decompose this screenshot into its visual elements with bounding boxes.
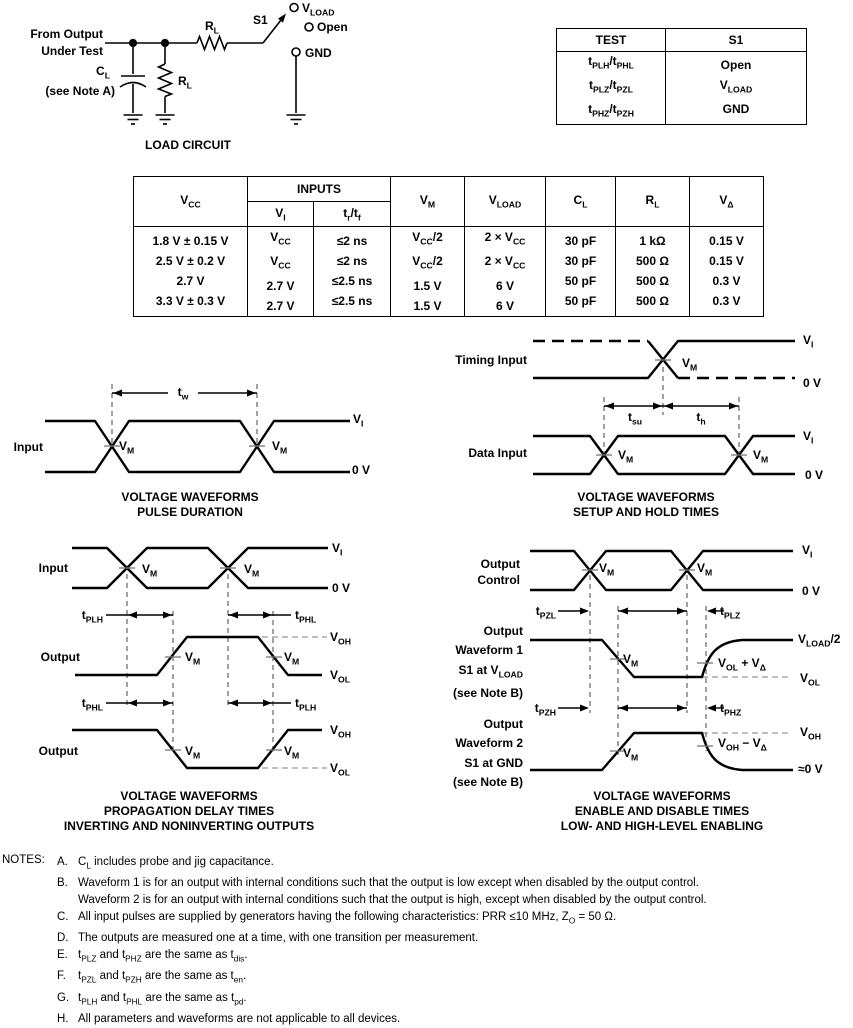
vm-label: $V_M$ <box>185 744 201 761</box>
approx-zero-label: ≈0 V <box>798 762 823 776</box>
table-cell: 30 pF <box>564 254 597 269</box>
table-cell: 500 Ω <box>636 254 669 269</box>
waveform2-label: Output Waveform 2 S1 at GND (see Note B) <box>452 717 523 789</box>
input-waveform <box>72 548 328 588</box>
vdelta-column <box>690 227 764 317</box>
table-cell: ≤2.5 ns <box>331 294 373 309</box>
tpzh-label: $t_{PZH}$ <box>534 701 556 718</box>
vm-label: $V_M$ <box>697 561 713 578</box>
table-cell: GND <box>722 101 750 116</box>
table-cell: 500 Ω <box>636 294 669 309</box>
note-letter: E. <box>57 949 68 962</box>
col-header-trtf: $t_r/t_f$ <box>314 202 391 227</box>
junction-dot <box>130 40 137 47</box>
figure-caption: VOLTAGE WAVEFORMS <box>577 490 715 504</box>
rl-shunt-label: $R_L$ <box>178 74 192 91</box>
vload-terminal-label: $V_{LOAD}$ <box>302 1 335 18</box>
table-cell: 0.15 V <box>709 254 744 269</box>
table-cell: $V_{CC}$ <box>270 254 291 271</box>
input-label: Input <box>13 440 43 454</box>
parameter-table <box>133 176 764 317</box>
arrowhead <box>128 700 137 707</box>
col-header-cl: $C_L$ <box>546 177 616 227</box>
figure-caption: PROPAGATION DELAY TIMES <box>103 804 275 818</box>
arrowhead <box>263 700 272 707</box>
vol-level-label: $V_{OL}$ <box>330 668 350 685</box>
vi-column <box>248 227 314 317</box>
note-text: $C_L$ includes probe and jig capacitance. <box>78 856 274 871</box>
ground-symbol <box>287 115 306 124</box>
col-header-vm: $V_M$ <box>391 177 465 227</box>
table-cell: ≤2 ns <box>336 234 368 249</box>
figure-caption: SETUP AND HOLD TIMES <box>572 505 720 519</box>
vm-label: $V_M$ <box>142 562 158 579</box>
table-cell: $t_{PLZ}/t_{PZL}$ <box>589 77 633 95</box>
notes-title: NOTES: <box>2 854 45 866</box>
s1-label: S1 <box>253 13 268 27</box>
figure-caption: PULSE DURATION <box>137 505 243 519</box>
table-cell: 50 pF <box>564 294 597 309</box>
vi-level-label: $V_I$ <box>803 429 814 446</box>
tplh-label: $t_{PLH}$ <box>295 696 317 713</box>
source-label: From Output Under Test <box>30 27 103 58</box>
output-control-waveform <box>530 551 793 590</box>
table-cell: $V_{CC}/2$ <box>412 254 443 271</box>
shunt-resistor-symbol <box>159 64 172 97</box>
output-control-waveform <box>530 551 793 590</box>
vi-level-label: $V_I$ <box>803 333 814 350</box>
voh-minus-vdelta-label: $V_{OH} - V_\Delta$ <box>718 736 767 753</box>
table-cell: 6 V <box>495 298 514 313</box>
s1-table <box>556 28 807 125</box>
output-control-label: Output Control <box>477 557 520 587</box>
zero-level-label: 0 V <box>352 463 371 477</box>
gnd-terminal-label: GND <box>305 46 332 60</box>
input-waveform <box>45 421 350 472</box>
zero-level-label: 0 V <box>803 376 822 390</box>
table-cell: 30 pF <box>564 234 597 249</box>
table-cell: ≤2.5 ns <box>331 274 373 289</box>
col-header-vload: $V_{LOAD}$ <box>465 177 546 227</box>
arrowhead <box>113 390 122 397</box>
input-waveform <box>72 548 328 588</box>
input-label: Input <box>38 561 68 575</box>
figure-caption: VOLTAGE WAVEFORMS <box>120 789 258 803</box>
output-label: Output <box>40 650 80 664</box>
note-text: Waveform 1 is for an output with internal conditions such that the output is low except when disabled by the output control. Waveform 2 is for an output with internal conditions such that the output is high, except when disabled by the output control. <box>78 877 707 907</box>
vload-half-label: $V_{LOAD}/2$ <box>798 632 841 649</box>
table-cell: $t_{PLH}/t_{PHL}$ <box>588 54 634 71</box>
data-input-label: Data Input <box>468 446 527 460</box>
zero-level-label: 0 V <box>805 468 824 482</box>
arrowhead <box>677 608 686 615</box>
note-item <box>0 854 853 875</box>
table-cell: Open <box>720 58 752 73</box>
tplz-label: $t_{PLZ}$ <box>720 604 741 621</box>
col-header-vi: $V_I$ <box>248 202 314 227</box>
note-item <box>0 909 853 930</box>
zero-level-label: 0 V <box>332 581 351 595</box>
table-cell: ≤2 ns <box>336 254 368 269</box>
note-text: All parameters and waveforms are not applicable to all devices. <box>78 1012 401 1025</box>
vol-plus-vdelta-label: $V_{OL} + V_\Delta$ <box>718 656 766 673</box>
note-item <box>0 1011 853 1028</box>
ground-symbol <box>156 115 175 124</box>
table-cell: $t_{PHZ}/t_{PZH}$ <box>588 101 634 119</box>
load-circuit-caption: LOAD CIRCUIT <box>145 138 231 152</box>
vol-level-label: $V_{OL}$ <box>800 671 820 688</box>
note-letter: B. <box>57 877 68 890</box>
vm-label: $V_M$ <box>284 650 300 667</box>
note-item <box>0 990 853 1011</box>
table-cell: 0.3 V <box>712 274 741 289</box>
note-item <box>0 930 853 947</box>
vm-label: $V_M$ <box>284 744 300 761</box>
vi-level-label: $V_I$ <box>332 541 343 558</box>
series-resistor-symbol <box>197 37 227 50</box>
voh-level-label: $V_{OH}$ <box>800 725 821 742</box>
arrowhead <box>263 612 272 619</box>
arrowhead <box>229 700 238 707</box>
vm-label: $V_M$ <box>682 356 698 373</box>
figure-caption: VOLTAGE WAVEFORMS <box>121 490 259 504</box>
table-cell: 2.7 V <box>266 278 295 293</box>
note-text: $t_{PLZ}$ and $t_{PHZ}$ are the same as $t_{dis}$. <box>78 949 248 964</box>
note-letter: H. <box>57 1012 69 1025</box>
table-cell: 0.15 V <box>709 234 744 249</box>
tphl-label: $t_{PHL}$ <box>81 696 103 713</box>
vi-level-label: $V_I$ <box>353 412 364 429</box>
arrowhead <box>707 705 716 712</box>
th-label: $t_h$ <box>696 410 706 427</box>
arrowhead <box>653 403 662 410</box>
note-letter: A. <box>57 856 68 868</box>
figure-caption: VOLTAGE WAVEFORMS <box>593 789 731 803</box>
ground-symbol <box>124 115 143 124</box>
note-text: $t_{PLH}$ and $t_{PHL}$ are the same as $t_{pd}$. <box>78 991 247 1006</box>
col-header-inputs: INPUTS <box>248 177 391 202</box>
gnd-terminal <box>292 48 300 56</box>
note-text: All input pulses are supplied by generators having the following characteristics: PRR ≤10 MHz, $Z_O = 50$ Ω. <box>78 911 617 926</box>
arrowhead <box>580 608 589 615</box>
vm-label: $V_M$ <box>185 650 201 667</box>
col-header-rl: $R_L$ <box>616 177 690 227</box>
cl-column <box>546 227 616 317</box>
rl-series-label: $R_L$ <box>205 19 219 36</box>
s1-table-s1-column <box>666 52 807 125</box>
voh-level-label: $V_{OH}$ <box>330 723 351 740</box>
table-cell: 1 kΩ <box>639 234 666 249</box>
table-cell: $2 \times V_{CC}$ <box>484 230 526 247</box>
open-terminal <box>305 23 313 31</box>
note-text: $t_{PZL}$ and $t_{PZH}$ are the same as $t_{en}$. <box>78 970 247 985</box>
arrowhead <box>163 612 172 619</box>
arrowhead <box>619 608 628 615</box>
tplh-label: $t_{PLH}$ <box>81 608 103 625</box>
table-cell: $V_{LOAD}$ <box>719 77 753 95</box>
vm-label: $V_M$ <box>272 439 288 456</box>
table-cell: 1.5 V <box>413 278 442 293</box>
arrowhead <box>664 403 673 410</box>
figure-caption: INVERTING AND NONINVERTING OUTPUTS <box>63 819 315 833</box>
note-item <box>0 968 853 989</box>
table-cell: 1.8 V ± 0.15 V <box>152 234 229 249</box>
arrowhead <box>729 403 738 410</box>
note-letter: G. <box>57 991 70 1004</box>
arrowhead <box>163 700 172 707</box>
note-letter: F. <box>57 970 66 983</box>
table-cell: $V_{CC}/2$ <box>412 230 443 247</box>
arrowhead <box>580 705 589 712</box>
s1-table-test-column <box>557 52 666 125</box>
table-cell: 2.7 V <box>176 274 205 289</box>
figure-caption: ENABLE AND DISABLE TIMES <box>574 804 750 818</box>
tphl-label: $t_{PHL}$ <box>295 608 317 625</box>
input-waveform <box>45 421 350 472</box>
vload-terminal <box>290 4 298 12</box>
table-cell: $V_{CC}$ <box>270 230 291 247</box>
zero-level-label: 0 V <box>802 584 821 598</box>
arrowhead <box>605 403 614 410</box>
arrowhead <box>707 608 716 615</box>
note-letter: D. <box>57 932 69 945</box>
rl-column <box>616 227 690 317</box>
vm-label: $V_M$ <box>244 562 260 579</box>
table-cell: 0.3 V <box>712 294 741 309</box>
vm-label: $V_M$ <box>753 448 769 465</box>
cl-label: $C_L$ <box>96 64 110 81</box>
table-cell: 3.3 V ± 0.3 V <box>155 294 226 309</box>
pulse-duration-lines <box>45 384 350 472</box>
tpzl-label: $t_{PZL}$ <box>535 604 556 621</box>
figure-caption: LOW- AND HIGH-LEVEL ENABLING <box>560 819 764 833</box>
table-cell: 500 Ω <box>636 274 669 289</box>
tphz-label: $t_{PHZ}$ <box>720 701 742 718</box>
junction-dot <box>162 40 169 47</box>
table-cell: $2 \times V_{CC}$ <box>484 254 526 271</box>
vm-column <box>391 227 465 317</box>
tsu-label: $t_{su}$ <box>627 410 643 427</box>
note-item <box>0 947 853 968</box>
tw-label: $t_w$ <box>177 385 189 402</box>
voh-level-label: $V_{OH}$ <box>330 630 351 647</box>
waveform1-label: Output Waveform 1 S1 at $V_{LOAD}$ (see Note B) <box>452 624 523 701</box>
vcc-column <box>134 227 248 317</box>
note-item <box>0 875 853 909</box>
cl-note-label: (see Note A) <box>45 84 115 98</box>
note-text: The outputs are measured one at a time, with one transition per measurement. <box>78 932 479 945</box>
table-cell: 1.5 V <box>413 298 442 313</box>
vm-label: $V_M$ <box>618 448 634 465</box>
output-label: Output <box>38 744 78 758</box>
table-cell: 6 V <box>495 278 514 293</box>
vm-label: $V_M$ <box>119 439 135 456</box>
vload-column <box>465 227 546 317</box>
vm-label: $V_M$ <box>599 561 615 578</box>
vm-label: $V_M$ <box>623 652 639 669</box>
open-terminal-label: Open <box>317 20 348 34</box>
arrowhead <box>619 705 628 712</box>
notes-section <box>0 854 853 1028</box>
arrowhead <box>229 612 238 619</box>
trtf-column <box>314 227 391 317</box>
note-letter: C. <box>57 911 69 924</box>
table-cell: 2.5 V ± 0.2 V <box>155 254 226 269</box>
timing-input-label: Timing Input <box>455 353 527 367</box>
s1-table-header-test: TEST <box>557 29 666 52</box>
table-cell: 50 pF <box>564 274 597 289</box>
table-cell: 2.7 V <box>266 298 295 313</box>
arrowhead <box>247 390 256 397</box>
col-header-vdelta: $V_\Delta$ <box>690 177 764 227</box>
arrowhead <box>128 612 137 619</box>
vm-label: $V_M$ <box>623 746 639 763</box>
s1-table-header-s1: S1 <box>666 29 807 52</box>
vi-level-label: $V_I$ <box>802 543 813 560</box>
arrowhead <box>677 705 686 712</box>
vol-level-label: $V_{OL}$ <box>330 761 350 778</box>
col-header-vcc: $V_{CC}$ <box>134 177 248 227</box>
